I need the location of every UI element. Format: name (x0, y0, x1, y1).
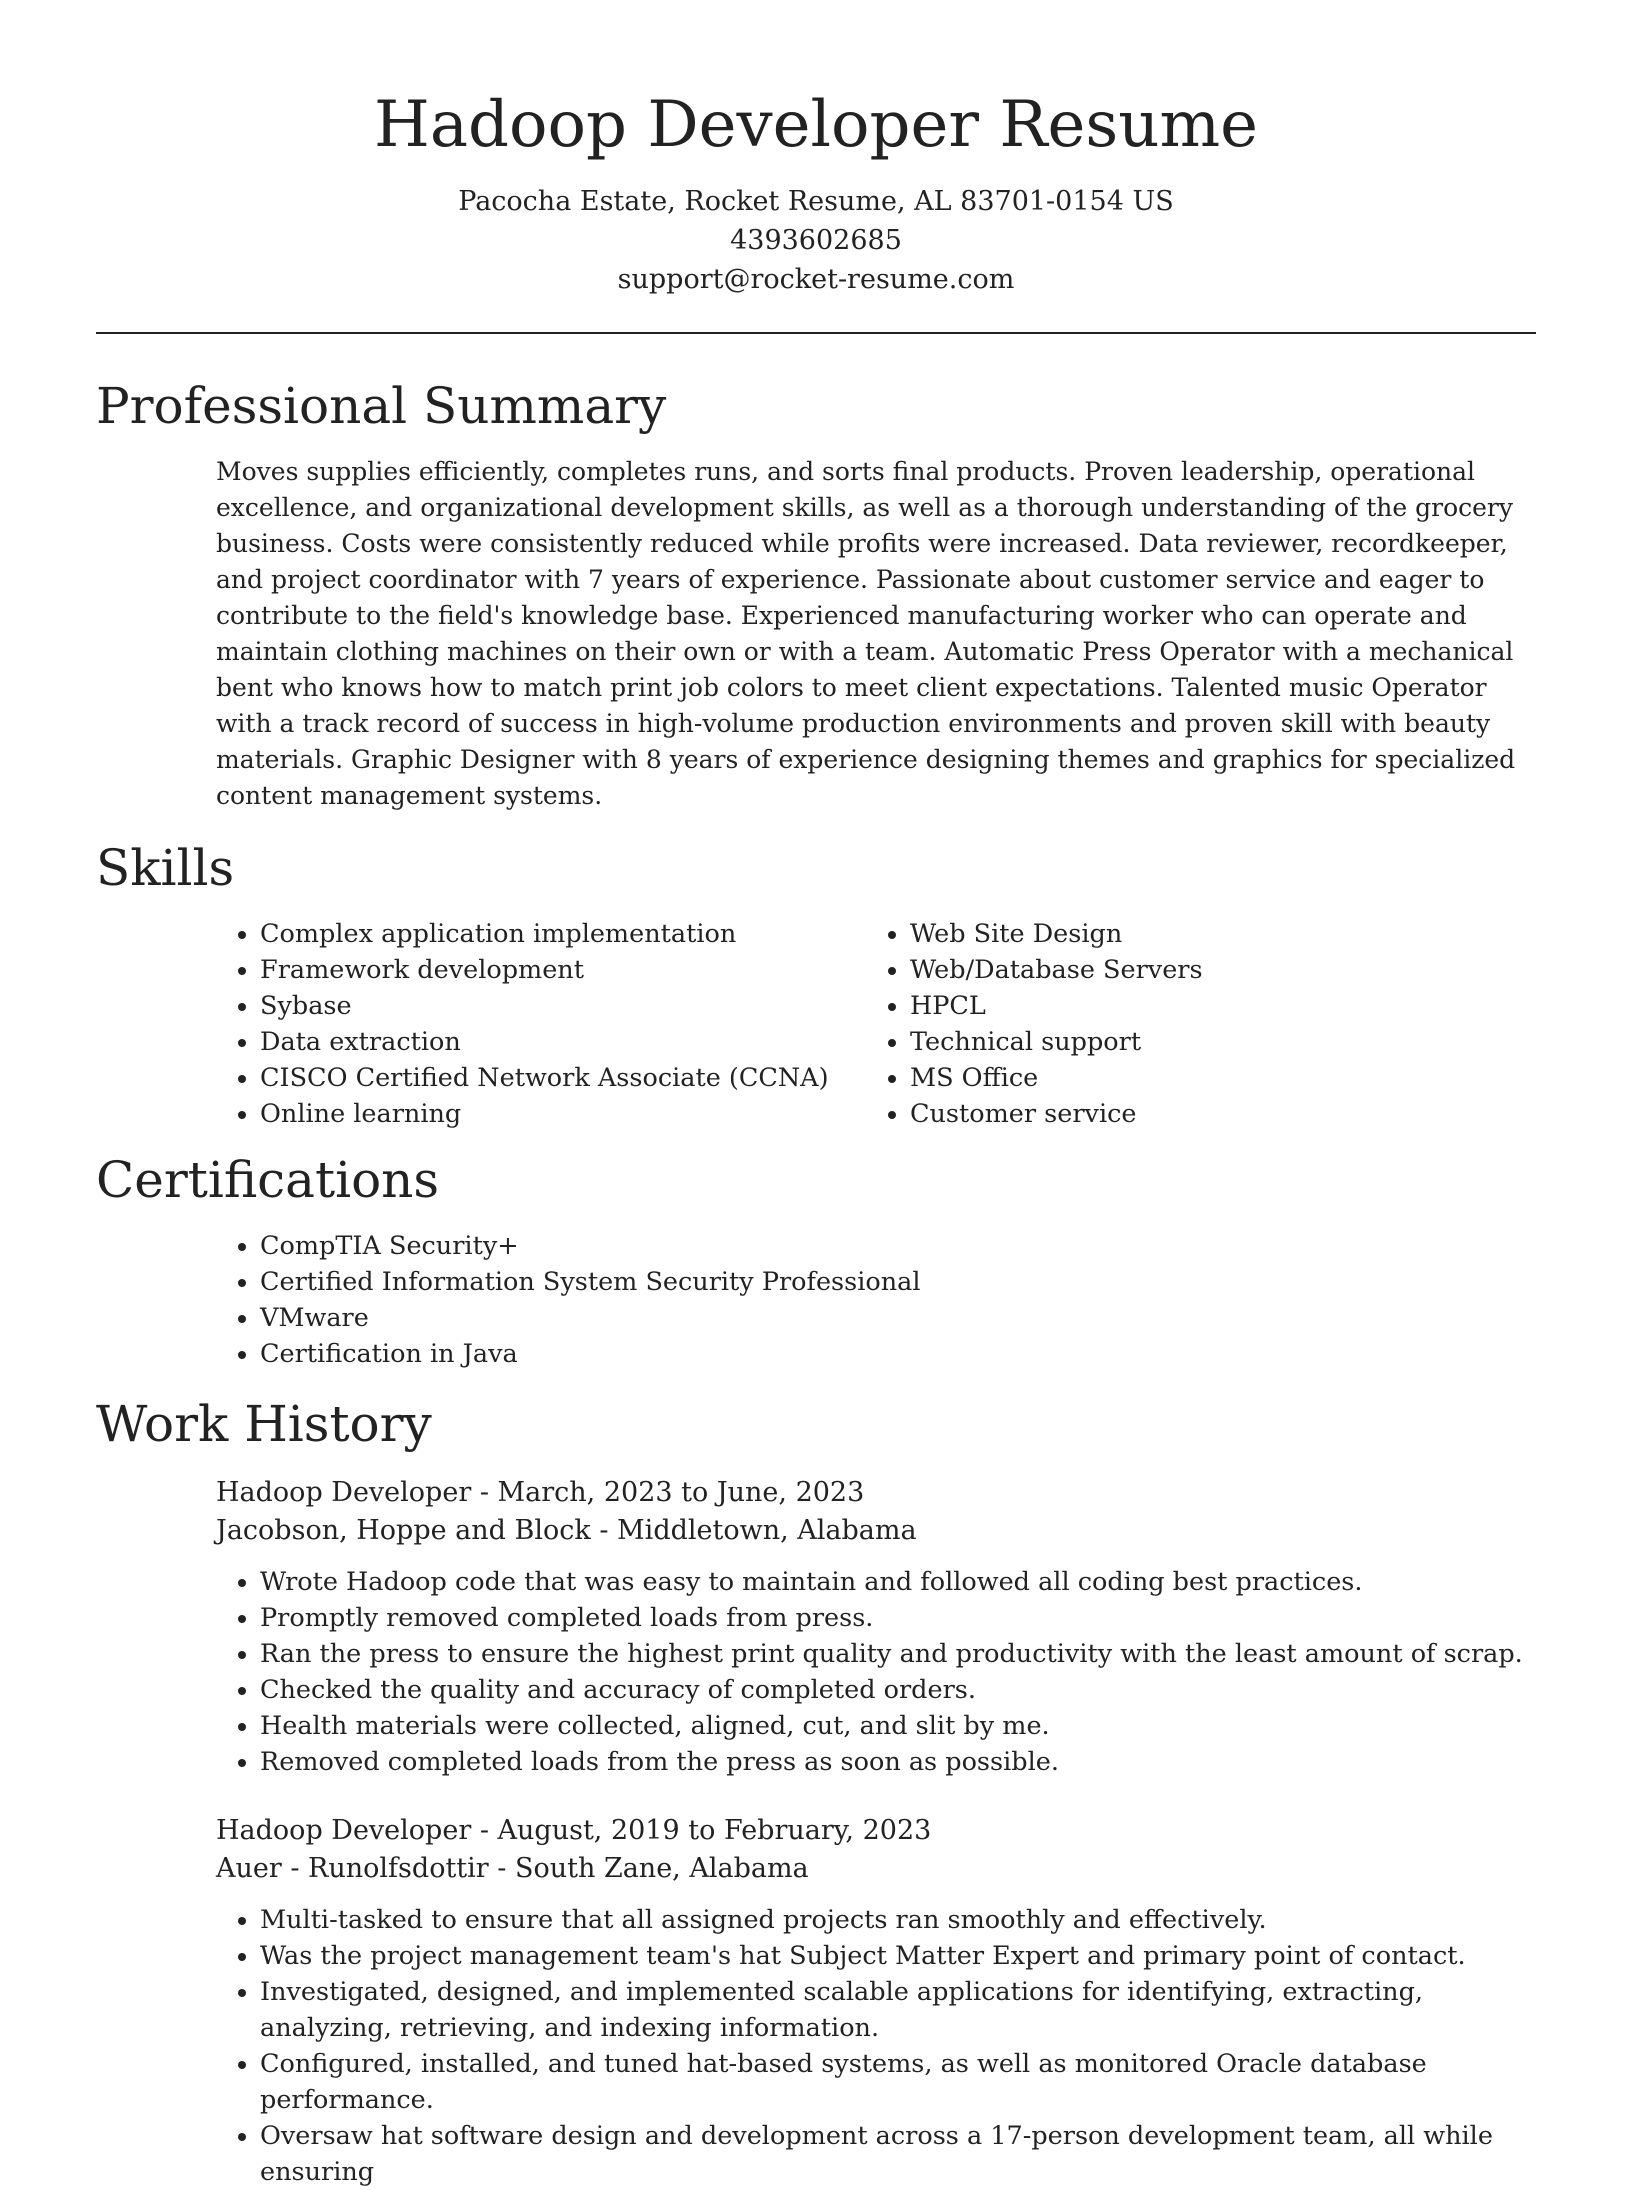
resume-title: Hadoop Developer Resume (374, 88, 1258, 162)
skill-item: • Web Site Design (910, 916, 1516, 952)
contact-address: Pacocha Estate, Rocket Resume, AL 83701-0154 US (458, 186, 1174, 217)
job-location: - South Zane, Alabama (488, 1853, 809, 1884)
job-title-line (216, 1474, 1536, 1512)
certification-item: • VMware (260, 1300, 1536, 1336)
summary-heading: Professional Summary (96, 377, 667, 435)
certification-item: • Certification in Java (260, 1336, 1536, 1372)
skills-column-right (866, 916, 1516, 1132)
job-duty-item: • Oversaw hat software design and development across a 17-person development team, all while ensuring (260, 2118, 1536, 2190)
contact-phone: 4393602685 (730, 225, 902, 256)
job-role: Hadoop Developer (216, 1815, 472, 1846)
summary-text: Moves supplies efficiently, completes runs, and sorts final products. Proven leadership, operational excellence, and organizational development skills, as well as a thorough understanding of the grocery business. Costs were consistently reduced while profits were increased. Data reviewer, recordkeeper, and project coordinator with 7 years of experience. Passionate about customer service and eager to contribute to the field's knowledge base. Experienced manufacturing worker who can operate and maintain clothing machines on their own or with a team. Automatic Press Operator with a mechanical bent who knows how to match print job colors to meet client expectations. Talented music Operator with a track record of success in high-volume production environments and proven skill with beauty materials. Graphic Designer with 8 years of experience designing themes and graphics for specialized content management systems. (216, 457, 1516, 810)
work-history-heading: Work History (96, 1395, 432, 1453)
skill-item: • MS Office (910, 1060, 1516, 1096)
job-company: Auer - Runolfsdottir (216, 1853, 489, 1884)
certifications-list (216, 1228, 1536, 1372)
job-company-line (216, 1512, 1536, 1550)
job-duty-item: • Multi-tasked to ensure that all assigned projects ran smoothly and effectively. (260, 1902, 1536, 1938)
job-duty-item: • Investigated, designed, and implemented scalable applications for identifying, extracting, analyzing, retrieving, and indexing information. (260, 1974, 1536, 2046)
job-duty-item: • Promptly removed completed loads from press. (260, 1600, 1536, 1636)
job-duty-item: • Wrote Hadoop code that was easy to maintain and followed all coding best practices. (260, 1564, 1536, 1600)
job-duties (216, 1902, 1536, 2190)
skill-item: • CISCO Certified Network Associate (CCNA) (260, 1060, 866, 1096)
skill-item: • Data extraction (260, 1024, 866, 1060)
job-duty-item: • Was the project management team's hat Subject Matter Expert and primary point of contact. (260, 1938, 1536, 1974)
job-company: Jacobson, Hoppe and Block (216, 1515, 591, 1546)
resume-header (96, 0, 1536, 299)
job-duties (216, 1564, 1536, 1780)
job-duty-item: • Ran the press to ensure the highest print quality and productivity with the least amount of scrap. (260, 1636, 1536, 1672)
job-location: - Middletown, Alabama (590, 1515, 917, 1546)
job-duty-item: • Removed completed loads from the press as soon as possible. (260, 1744, 1536, 1780)
job-duty-item: • Configured, installed, and tuned hat-based systems, as well as monitored Oracle database performance. (260, 2046, 1536, 2118)
job-duty-item: • Checked the quality and accuracy of completed orders. (260, 1672, 1536, 1708)
job-role: Hadoop Developer (216, 1477, 472, 1508)
job-company-line (216, 1850, 1536, 1888)
skill-item: • HPCL (910, 988, 1516, 1024)
job-title-line (216, 1812, 1536, 1850)
contact-email: support@rocket-resume.com (617, 264, 1015, 295)
skill-item: • Complex application implementation (260, 916, 866, 952)
skill-item: • Technical support (910, 1024, 1516, 1060)
skills-heading: Skills (96, 839, 235, 897)
job-dates: - March, 2023 to June, 2023 (471, 1477, 865, 1508)
skills-list (216, 916, 1536, 1132)
certification-item: • CompTIA Security+ (260, 1228, 1536, 1264)
certifications-heading: Certifications (96, 1151, 440, 1209)
skill-item: • Web/Database Servers (910, 952, 1516, 988)
job-entry (216, 1812, 1536, 2190)
skills-column-left (216, 916, 866, 1132)
job-entry (216, 1474, 1536, 1780)
header-divider (96, 332, 1536, 334)
skill-item: • Customer service (910, 1096, 1516, 1132)
skill-item: • Sybase (260, 988, 866, 1024)
certification-item: • Certified Information System Security Professional (260, 1264, 1536, 1300)
job-dates: - August, 2019 to February, 2023 (471, 1815, 932, 1846)
skill-item: • Online learning (260, 1096, 866, 1132)
skill-item: • Framework development (260, 952, 866, 988)
job-duty-item: • Health materials were collected, aligned, cut, and slit by me. (260, 1708, 1536, 1744)
